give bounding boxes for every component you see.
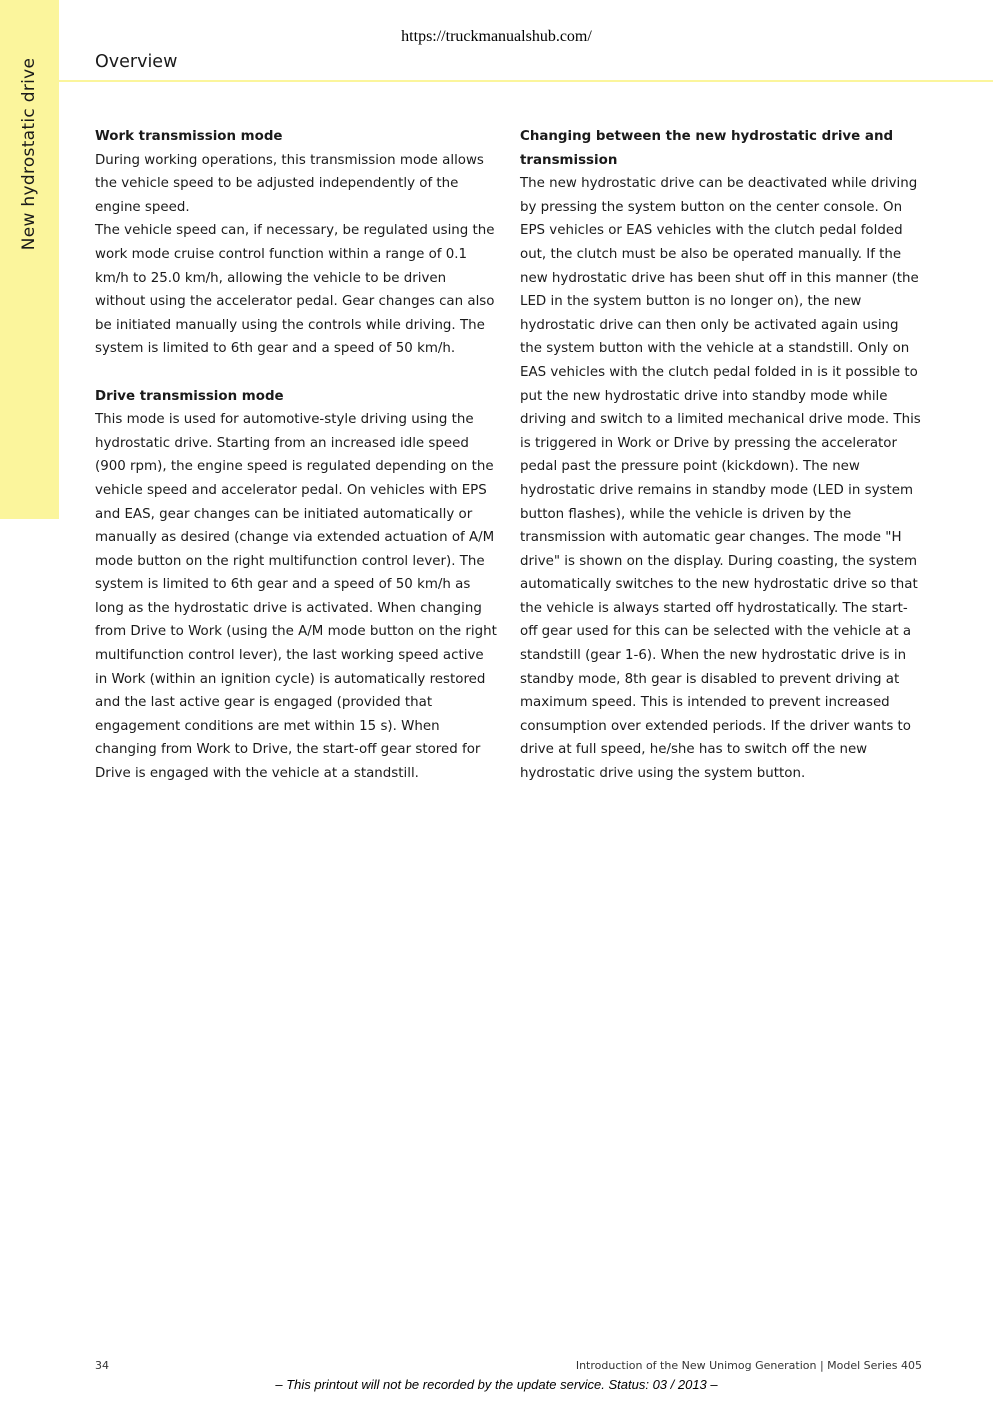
title-divider [59,80,993,82]
printout-notice: – This printout will not be recorded by the update service. Status: 03 / 2013 – [275,1377,718,1392]
drive-mode-paragraph: This mode is used for automotive-style driving using the hydrostatic drive. Starting from an increased idle speed (900 rpm), the engine speed is regulated depending on the vehicle speed and accelerator pedal. On vehicles with EPS and EAS, gear changes can be initiated automatically or manually as desired (change via extended actuation of A/M mode button on the right multifunction control lever). The system is limited to 6th gear and a speed of 50 km/h as long as the hydrostatic drive is activated. When changing from Drive to Work (using the A/M mode button on the right multifunction control lever), the last working speed active in Work (within an ignition cycle) is automatically restored and the last active gear is engaged (provided that engagement conditions are met within 15 s). When changing from Work to Drive, the start-off gear stored for Drive is engaged with the vehicle at a standstill. [95,412,497,782]
side-tab [0,0,59,519]
changing-drive-paragraph: The new hydrostatic drive can be deactivated while driving by pressing the system button on the center console. On EPS vehicles or EAS vehicles with the clutch pedal folded out, the clutch must be also be operated manually. If the new hydrostatic drive has been shut off in this manner (the LED in the system button is no longer on), the new hydrostatic drive can then only be activated again using the system button with the vehicle at a standstill. Only on EAS vehicles with the clutch pedal folded in is it possible to put the new hydrostatic drive into standby mode while driving and switch to a limited mechanical drive mode. This is triggered in Work or Drive by pressing the accelerator pedal past the pressure point (kickdown). The new hydrostatic drive remains in standby mode (LED in system button flashes), while the vehicle is driven by the transmission with automatic gear changes. The mode "H drive" is shown on the display. During coasting, the system automatically switches to the new hydrostatic drive so that the vehicle is always started off hydrostatically. The start-off gear used for this can be selected with the vehicle at a standstill (gear 1-6). When the new hydrostatic drive is in standby mode, 8th gear is disabled to prevent driving at maximum speed. This is intended to prevent increased consumption over extended periods. If the driver wants to drive at full speed, he/she has to switch off the new hydrostatic drive using the system button. [520,176,921,782]
page-title: Overview [95,52,178,72]
right-column [520,125,922,786]
page-number: 34 [95,1359,109,1372]
work-mode-paragraph-1: During working operations, this transmission mode allows the vehicle speed to be adjusted independently of the engine speed. [95,152,484,215]
document-reference: Introduction of the New Unimog Generation | Model Series 405 [575,1359,922,1372]
work-mode-paragraph-2: The vehicle speed can, if necessary, be regulated using the work mode cruise control function within a range of 0.1 km/h to 25.0 km/h, allowing the vehicle to be driven without using the accelerator pedal. Gear changes can also be initiated manually using the controls while driving. The system is limited to 6th gear and a speed of 50 km/h. [95,223,495,357]
left-column [95,125,497,786]
drive-mode-heading: Drive transmission mode [95,388,284,404]
source-url: https://truckmanualshub.com/ [401,28,592,45]
work-mode-heading: Work transmission mode [95,129,283,144]
changing-drive-heading: Changing between the new hydrostatic drive and transmission [520,129,894,168]
section-spacer [95,361,497,385]
side-tab-label: New hydrostatic drive [19,57,39,251]
